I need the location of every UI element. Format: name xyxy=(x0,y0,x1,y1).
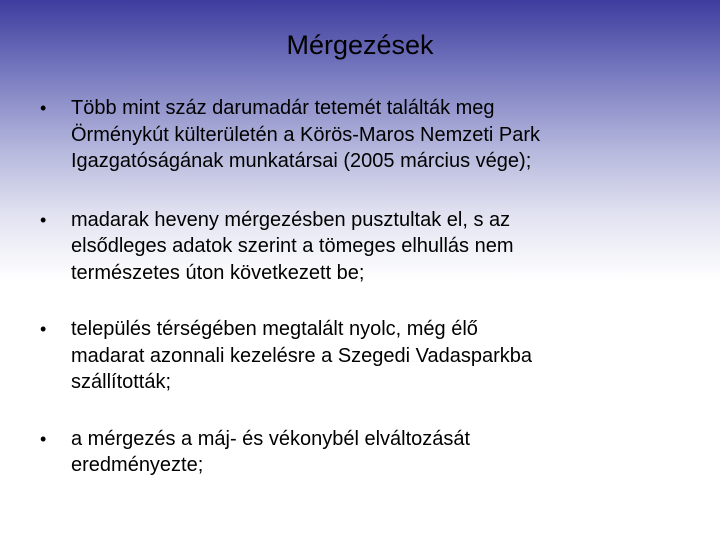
bullet-item-2 xyxy=(40,207,690,287)
bullet-line: szállították; xyxy=(71,371,172,393)
bullet-line: madarat azonnali kezelésre a Szegedi Vadasparkba xyxy=(71,344,533,367)
bullet-list xyxy=(40,95,690,479)
bullet-dot-icon: • xyxy=(40,428,47,449)
bullet-item-4 xyxy=(40,426,690,479)
bullet-line: a mérgezés a máj- és vékonybél elváltozását xyxy=(71,427,471,450)
bullet-line: Több mint száz darumadár tetemét találták meg xyxy=(71,97,495,119)
bullet-dot-icon: • xyxy=(40,209,47,230)
bullet-dot-icon: • xyxy=(40,98,47,118)
bullet-line: Örménykút külterületén a Körös-Maros Nemzeti Park xyxy=(71,123,541,146)
bullet-line: eredményezte; xyxy=(71,454,204,476)
bullet-line: elsődleges adatok szerint a tömeges elhullás nem xyxy=(71,235,514,257)
bullet-dot-icon: • xyxy=(40,319,47,339)
bullet-line: Igazgatóságának munkatársai (2005 március vége); xyxy=(71,150,532,172)
bullet-line: település térségében megtalált nyolc, még élő xyxy=(71,318,478,340)
bullet-line: madarak heveny mérgezésben pusztultak el, s az xyxy=(71,208,511,231)
bullet-line: természetes úton következett be; xyxy=(71,261,365,284)
slide-title: Mérgezések xyxy=(286,30,434,60)
bullet-item-3 xyxy=(40,316,690,396)
bullet-item-1 xyxy=(40,95,690,175)
